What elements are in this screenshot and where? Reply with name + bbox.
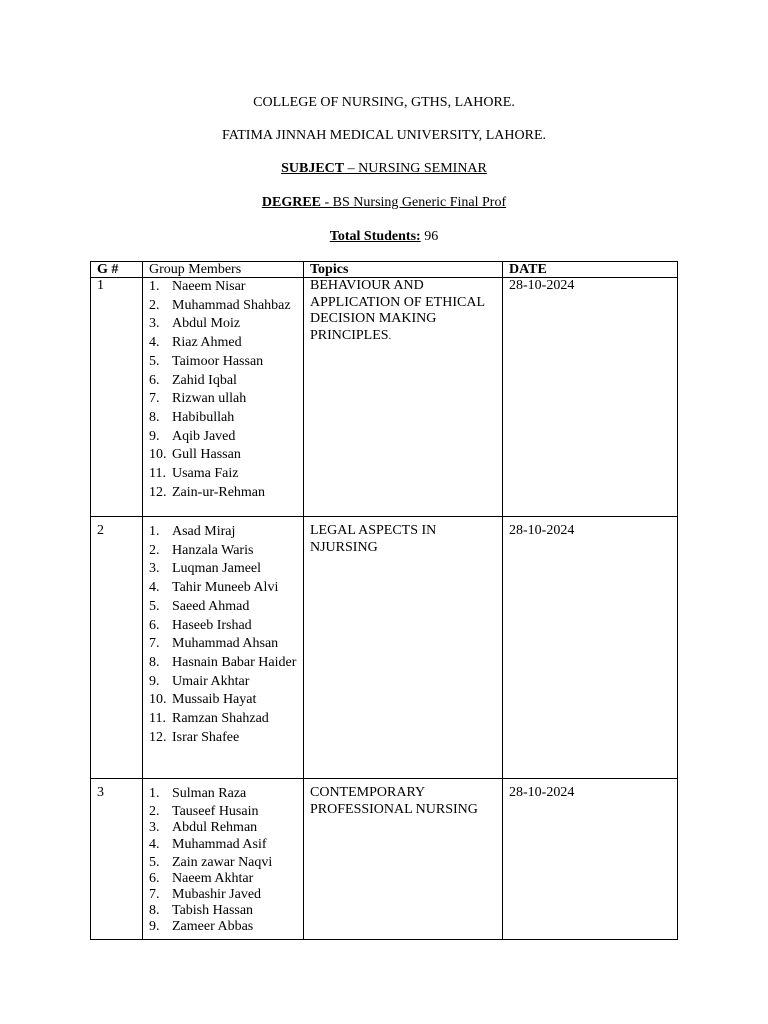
list-item: 8. Tabish Hassan	[149, 903, 254, 918]
list-item: 11. Ramzan Shahzad	[149, 711, 269, 727]
group-number: 2	[91, 517, 143, 779]
table-row	[91, 517, 678, 779]
group-members-cell	[143, 517, 304, 779]
header-members: Group Members	[143, 262, 304, 278]
list-item: 1. Naeem Nisar	[149, 279, 246, 294]
total-students-value: 96	[420, 229, 439, 244]
subject-label: SUBJECT	[281, 161, 345, 176]
list-item: 7. Rizwan ullah	[149, 391, 247, 407]
list-item: 7. Muhammad Ahsan	[149, 636, 279, 652]
table-row	[91, 278, 678, 517]
list-item: 7. Mubashir Javed	[149, 887, 262, 902]
list-item: 12. Zain-ur-Rehman	[149, 484, 266, 500]
list-item: 2. Tauseef Husain	[149, 803, 259, 819]
topic-cell: LEGAL ASPECTS IN NJURSING	[304, 517, 503, 779]
list-item: 11. Usama Faiz	[149, 466, 239, 482]
list-item: 3. Luqman Jameel	[149, 561, 262, 577]
list-item: 6. Naeem Akhtar	[149, 871, 254, 886]
list-item: 4. Tahir Muneeb Alvi	[149, 580, 279, 596]
list-item: 12. Israr Shafee	[149, 729, 240, 745]
groups-table	[90, 261, 678, 940]
list-item: 4. Muhammad Asif	[149, 837, 267, 852]
table-header-row	[91, 262, 678, 278]
topic-cell	[304, 278, 503, 517]
list-item: 1. Asad Miraj	[149, 524, 236, 539]
university-name: FATIMA JINNAH MEDICAL UNIVERSITY, LAHORE.	[221, 128, 547, 143]
total-students-label: Total Students:	[329, 229, 421, 244]
list-item: 10. Gull Hassan	[149, 447, 241, 463]
topic-text: BEHAVIOUR AND APPLICATION OF ETHICAL DECISION MAKING PRINCIPLES	[310, 278, 485, 343]
member-list	[143, 278, 303, 502]
list-item: 10. Mussaib Hayat	[149, 692, 257, 708]
list-item: 3. Abdul Moiz	[149, 316, 241, 332]
list-item: 9. Zameer Abbas	[149, 919, 254, 934]
header-group: G #	[91, 262, 143, 278]
list-item: 2. Hanzala Waris	[149, 542, 254, 558]
member-list	[143, 785, 303, 935]
subject-value: – NURSING SEMINAR	[344, 161, 487, 176]
topic-cell: CONTEMPORARY PROFESSIONAL NURSING	[304, 779, 503, 940]
degree-line	[0, 194, 768, 212]
list-item: 6. Haseeb Irshad	[149, 617, 252, 633]
header-date: DATE	[503, 262, 678, 278]
list-item: 1. Sulman Raza	[149, 786, 247, 801]
list-item: 5. Taimoor Hassan	[149, 353, 264, 369]
date-cell: 28-10-2024	[503, 779, 678, 940]
topic-suffix: .	[388, 330, 392, 342]
list-item: 2. Muhammad Shahbaz	[149, 297, 291, 313]
member-list	[143, 523, 303, 747]
date-cell: 28-10-2024	[503, 517, 678, 779]
degree-label: DEGREE	[261, 195, 322, 210]
list-item: 8. Hasnain Babar Haider	[149, 654, 297, 670]
table-row	[91, 779, 678, 940]
total-students-line	[0, 228, 768, 246]
date-cell: 28-10-2024	[503, 278, 678, 517]
list-item: 9. Umair Akhtar	[149, 673, 250, 689]
list-item: 6. Zahid Iqbal	[149, 372, 237, 388]
subject-line	[0, 160, 768, 178]
group-members-cell	[143, 278, 304, 517]
header-topics: Topics	[304, 262, 503, 278]
college-name: COLLEGE OF NURSING, GTHS, LAHORE.	[253, 95, 515, 110]
list-item: 4. Riaz Ahmed	[149, 335, 242, 351]
group-number: 3	[91, 779, 143, 940]
degree-value: - BS Nursing Generic Final Prof	[321, 195, 507, 210]
list-item: 5. Zain zawar Naqvi	[149, 854, 273, 870]
list-item: 9. Aqib Javed	[149, 428, 236, 444]
group-members-cell	[143, 779, 304, 940]
list-item: 8. Habibullah	[149, 409, 235, 425]
group-number: 1	[91, 278, 143, 517]
list-item: 3. Abdul Rehman	[149, 820, 258, 835]
list-item: 5. Saeed Ahmad	[149, 598, 250, 614]
